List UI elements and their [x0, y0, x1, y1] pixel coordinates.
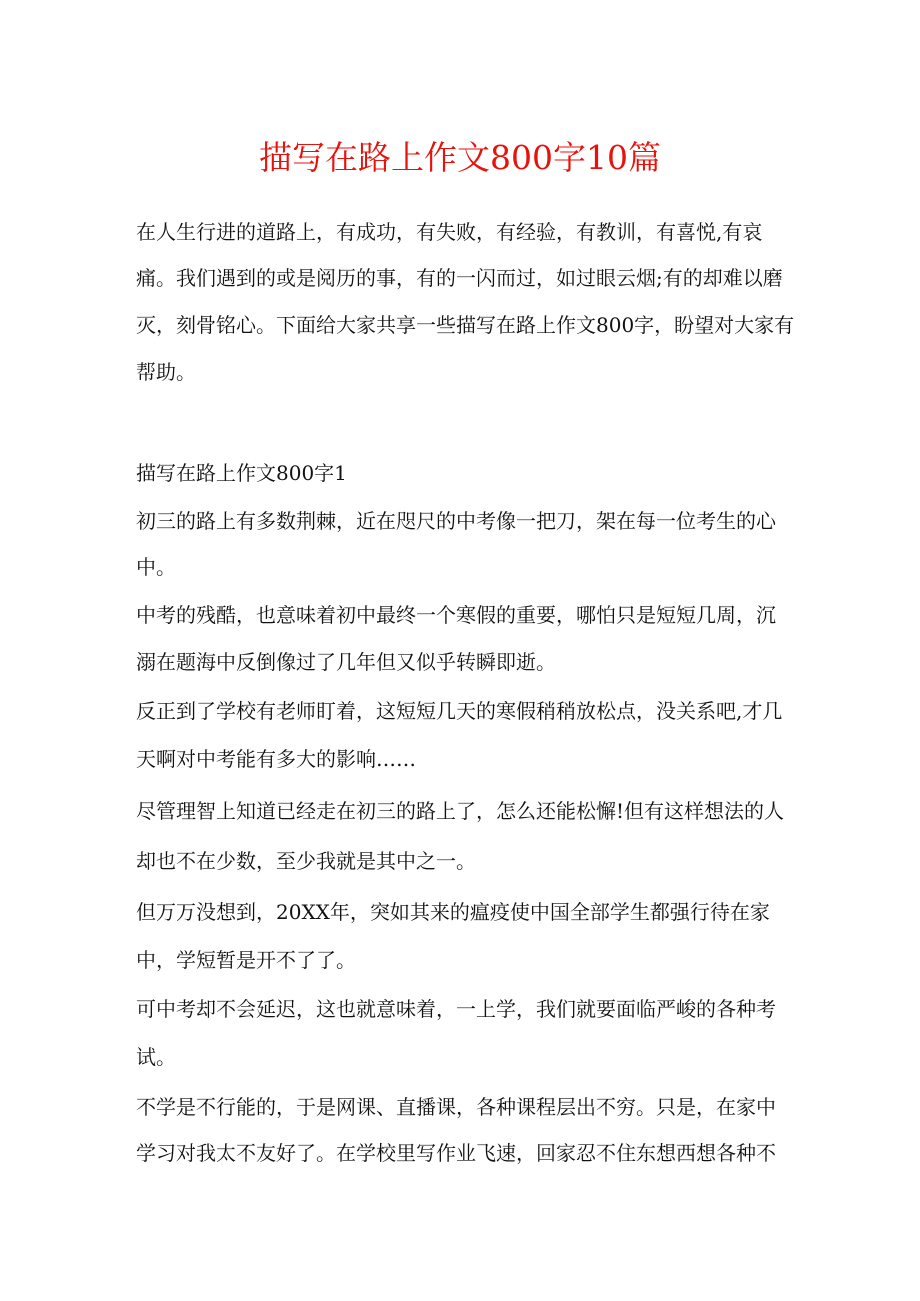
intro-line-4: 帮助。: [136, 360, 196, 384]
paragraph-line: 中。: [136, 555, 176, 579]
intro-line-1: 在人生行进的道路上，有成功，有失败，有经验，有教训，有喜悦,有哀: [136, 220, 763, 244]
section-heading: 描写在路上作文800字1: [136, 461, 347, 485]
paragraph-line: 反正到了学校有老师盯着，这短短几天的寒假稍稍放松点，没关系吧,才几: [136, 699, 783, 723]
paragraph-line: 但万万没想到，20XX年，突如其来的瘟疫使中国全部学生都强行待在家: [136, 900, 770, 924]
intro-line-3: 灭，刻骨铭心。下面给大家共享一些描写在路上作文800字，盼望对大家有: [136, 313, 795, 337]
intro-line-2: 痛。我们遇到的或是阅历的事，有的一闪而过，如过眼云烟;有的却难以磨: [136, 266, 783, 290]
paragraph-line: 学习对我太不友好了。在学校里写作业飞速，回家忍不住东想西想各种不: [136, 1141, 776, 1165]
document-title: 描写在路上作文800字10篇: [259, 138, 661, 177]
paragraph-line: 天啊对中考能有多大的影响……: [136, 747, 416, 771]
paragraph-line: 中，学短暂是开不了了。: [136, 948, 356, 972]
paragraph-line: 尽管理智上知道已经走在初三的路上了，怎么还能松懈!但有这样想法的人: [136, 799, 785, 823]
paragraph-line: 可中考却不会延迟，这也就意味着，一上学，我们就要面临严峻的各种考: [136, 997, 776, 1021]
paragraph-line: 却也不在少数，至少我就是其中之一。: [136, 849, 476, 873]
paragraph-line: 溺在题海中反倒像过了几年但又似乎转瞬即逝。: [136, 650, 556, 674]
paragraph-line: 不学是不行能的，于是网课、直播课，各种课程层出不穷。只是，在家中: [136, 1095, 776, 1119]
paragraph-line: 试。: [136, 1045, 176, 1069]
paragraph-line: 初三的路上有多数荆棘，近在咫尺的中考像一把刀，架在每一位考生的心: [136, 509, 776, 533]
paragraph-line: 中考的残酷，也意味着初中最终一个寒假的重要，哪怕只是短短几周，沉: [136, 603, 776, 627]
